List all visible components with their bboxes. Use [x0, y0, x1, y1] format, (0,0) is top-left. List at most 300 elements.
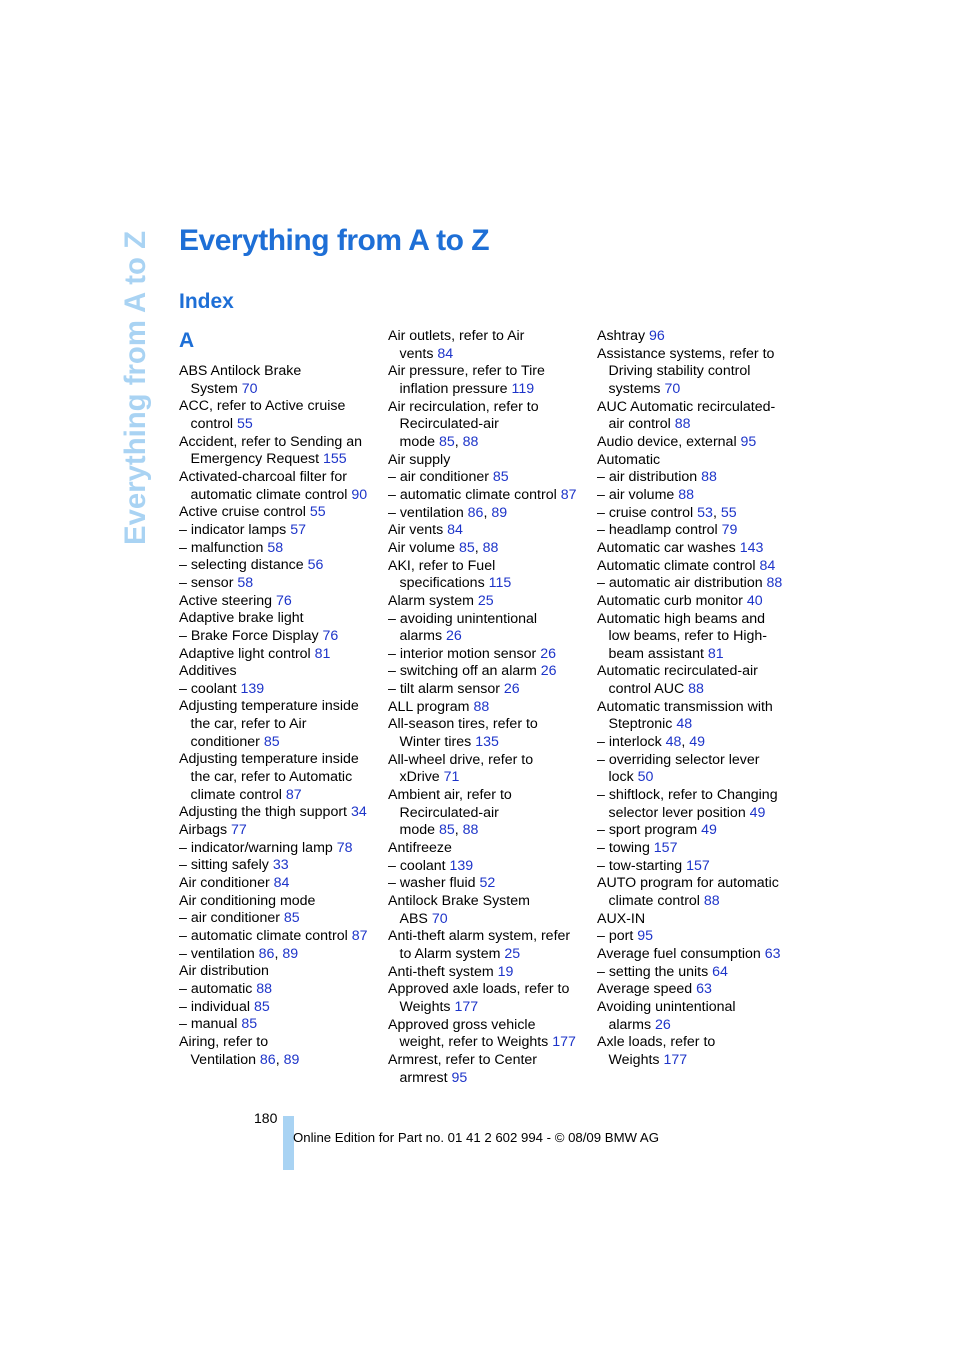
index-entry: [597, 999, 797, 1017]
page-reference-link[interactable]: 88: [256, 980, 273, 997]
index-entry: [179, 999, 379, 1017]
page-reference-link[interactable]: 95: [740, 433, 757, 450]
index-entry: [597, 946, 797, 964]
index-entry-text: climate control: [608, 893, 704, 909]
index-entry: [388, 611, 588, 629]
index-entry: [179, 398, 379, 416]
index-entry-text: – towing: [597, 840, 654, 857]
index-entry-text: Ashtray: [597, 328, 650, 344]
index-entry-text: – shiftlock, refer to Changing: [597, 787, 778, 804]
index-entry-text: – automatic climate control: [388, 486, 561, 503]
index-entry-text: AUX-IN: [597, 910, 646, 927]
index-entry-text: – sensor: [179, 574, 238, 591]
page-reference-link[interactable]: 55: [237, 415, 253, 432]
index-entry-text: systems: [608, 380, 665, 397]
index-entry: [597, 575, 797, 593]
index-entry-text: – cruise control: [597, 504, 698, 521]
index-entry: [388, 981, 588, 999]
index-entry: [179, 575, 379, 593]
index-entry-text: Recirculated-air: [399, 416, 499, 433]
index-entry-text: Automatic climate control: [597, 557, 760, 574]
page-reference-link[interactable]: 88: [688, 681, 704, 698]
page-reference-link[interactable]: 85: [492, 469, 509, 486]
index-entry-text: the car, refer to Automatic: [190, 769, 353, 786]
index-entry-continuation: [388, 805, 588, 823]
page-reference-link[interactable]: 33: [272, 857, 289, 874]
index-entry: [597, 981, 797, 999]
index-entry: [597, 611, 797, 629]
page-reference-link[interactable]: 76: [276, 592, 292, 609]
page-reference-link[interactable]: 95: [451, 1069, 468, 1086]
index-entry: [388, 716, 588, 734]
index-entry-continuation: [597, 381, 797, 399]
page-reference-link[interactable]: 49: [689, 734, 706, 751]
page-reference-link[interactable]: 96: [649, 328, 665, 344]
page-reference-link[interactable]: 139: [449, 857, 474, 874]
index-entry-text: – malfunction: [179, 539, 268, 556]
page-reference-link[interactable]: 87: [351, 928, 368, 944]
page-reference-link[interactable]: 139: [240, 680, 265, 697]
index-entry-continuation: [388, 734, 588, 752]
index-entry-text: Approved axle loads, refer to: [388, 981, 570, 998]
page-reference-link[interactable]: 63: [764, 945, 781, 962]
index-entry-continuation: [179, 381, 379, 399]
index-entry-text: – ventilation: [179, 945, 259, 962]
index-entry: [179, 681, 379, 699]
index-entry-continuation: [388, 575, 588, 593]
index-entry: [388, 522, 588, 540]
page-reference-link[interactable]: 34: [350, 804, 367, 821]
page-reference-link[interactable]: 85: [253, 998, 270, 1015]
index-entry-text: – air conditioner: [388, 469, 493, 486]
side-tab-text: Everything from A to Z: [119, 229, 152, 545]
index-entry-text: Active steering: [179, 592, 276, 609]
index-entry-text: – indicator/warning lamp: [179, 839, 337, 856]
index-entry-continuation: [388, 434, 588, 452]
index-entry: [388, 787, 588, 805]
index-entry-text: Average speed: [597, 981, 697, 998]
index-entry-text: Automatic car washes: [597, 539, 740, 556]
index-entry: [179, 663, 379, 681]
page-reference-link[interactable]: 64: [712, 963, 728, 980]
page-reference-link[interactable]: 85: [283, 910, 300, 927]
index-entry-text: selector lever position: [608, 804, 750, 821]
index-entry-continuation: [597, 628, 797, 646]
index-entry-text: Steptronic: [608, 716, 677, 733]
index-entry: [597, 911, 797, 929]
index-entry: [388, 1052, 588, 1070]
page-reference-link[interactable]: 55: [720, 504, 737, 521]
page-reference-link[interactable]: 57: [290, 521, 306, 538]
index-entry-text: – interior motion sensor: [388, 645, 541, 662]
index-entry: [179, 928, 379, 946]
page-title: Everything from A to Z: [179, 224, 490, 257]
page-reference-link[interactable]: 50: [637, 769, 654, 786]
index-entry: [597, 822, 797, 840]
page-reference-link[interactable]: 58: [237, 574, 254, 591]
index-entry-text: specifications: [399, 575, 489, 592]
index-entry: [388, 1017, 588, 1035]
index-entry: [597, 858, 797, 876]
page-ref-separator: ,: [454, 433, 463, 450]
index-entry-text: Airbags: [179, 822, 232, 839]
index-entry-text: – automatic: [179, 980, 257, 997]
page-reference-link[interactable]: 40: [746, 592, 763, 609]
index-entry-text: – manual: [179, 1016, 242, 1033]
index-entry: [179, 504, 379, 522]
page-ref-separator: ,: [483, 504, 492, 521]
index-entry-text: inflation pressure: [399, 380, 512, 397]
page-reference-link[interactable]: 177: [663, 1051, 688, 1068]
page-reference-link[interactable]: 119: [511, 380, 535, 397]
index-entry-text: Anti-theft system: [388, 963, 498, 980]
page-reference-link[interactable]: 89: [282, 945, 299, 962]
index-entry-continuation: [597, 893, 797, 911]
index-entry-text: Alarm system: [388, 592, 478, 609]
index-entry-continuation: [597, 805, 797, 823]
index-entry: [388, 681, 588, 699]
page-reference-link[interactable]: 86: [259, 1051, 276, 1068]
index-entry-text: Automatic transmission with: [597, 698, 773, 715]
page-reference-link[interactable]: 55: [309, 504, 326, 521]
index-entry-text: – washer fluid: [388, 875, 480, 892]
index-entry: [179, 1034, 379, 1052]
page-reference-link[interactable]: 88: [482, 539, 499, 556]
index-entry: [388, 540, 588, 558]
index-entry: [179, 804, 379, 822]
index-entry-continuation: [179, 787, 379, 805]
index-entry-text: beam assistant: [608, 645, 708, 662]
index-entry-text: alarms: [399, 628, 447, 645]
index-entry: [597, 928, 797, 946]
index-entry: [179, 1016, 379, 1034]
page-reference-link[interactable]: 86: [467, 504, 484, 521]
index-entry-text: – automatic climate control: [179, 928, 352, 944]
page-reference-link[interactable]: 70: [241, 380, 258, 397]
index-entry-text: vents: [399, 345, 438, 362]
page-reference-link[interactable]: 26: [503, 681, 520, 698]
index-entry-text: Air conditioner: [179, 875, 274, 892]
index-entry: [597, 346, 797, 364]
page-reference-link[interactable]: 88: [678, 486, 694, 503]
page-reference-link[interactable]: 81: [707, 645, 724, 662]
index-entry: [597, 875, 797, 893]
page-ref-separator: ,: [274, 945, 283, 962]
index-entry: [388, 752, 588, 770]
page-reference-link[interactable]: 95: [637, 928, 654, 945]
index-entry-text: Antilock Brake System: [388, 893, 530, 909]
index-entry-text: – sitting safely: [179, 857, 273, 874]
index-entry: [597, 1034, 797, 1052]
index-entry: [179, 946, 379, 964]
index-entry-text: Adjusting temperature inside: [179, 698, 359, 715]
index-entry-text: – ventilation: [388, 504, 468, 521]
page-reference-link[interactable]: 88: [766, 575, 783, 592]
index-entry-text: weight, refer to Weights: [399, 1034, 553, 1051]
page-reference-link[interactable]: 26: [540, 645, 556, 662]
page-reference-link[interactable]: 88: [462, 433, 479, 450]
index-entry: [597, 699, 797, 717]
index-entry-text: Anti-theft alarm system, refer: [388, 928, 571, 945]
index-entry-text: Air recirculation, refer to: [388, 398, 539, 415]
index-entry-continuation: [179, 451, 379, 469]
index-entry: [388, 646, 588, 664]
index-entry-text: Adaptive light control: [179, 645, 315, 662]
index-entry-text: – interlock: [597, 734, 666, 751]
page-reference-link[interactable]: 52: [479, 875, 496, 892]
index-entry-text: – port: [597, 928, 638, 945]
page-reference-link[interactable]: 53: [697, 504, 713, 521]
index-entry-text: Approved gross vehicle: [388, 1016, 536, 1033]
index-entry-text: air control: [608, 416, 675, 433]
footer-edition-text: Online Edition for Part no. 01 41 2 602 994 - © 08/09 BMW AG: [293, 1130, 659, 1145]
page-reference-link[interactable]: 84: [447, 522, 463, 539]
index-entry-text: Air supply: [388, 451, 451, 468]
page-reference-link[interactable]: 49: [701, 822, 717, 839]
index-column-2: [388, 328, 588, 1087]
index-entry-continuation: [388, 1034, 588, 1052]
page-reference-link[interactable]: 88: [473, 698, 490, 715]
index-entry-text: ABS: [399, 910, 432, 927]
page-reference-link[interactable]: 58: [267, 539, 284, 556]
index-entry: [597, 487, 797, 505]
index-entry: [388, 840, 588, 858]
index-entry-text: – air conditioner: [179, 910, 284, 927]
page-reference-link[interactable]: 85: [438, 822, 455, 839]
index-entry-text: Automatic curb monitor: [597, 592, 747, 609]
index-entry-continuation: [597, 363, 797, 381]
index-entry-continuation: [597, 416, 797, 434]
index-entry-text: Adjusting the thigh support: [179, 804, 351, 821]
page-reference-link[interactable]: 26: [540, 663, 557, 680]
page-reference-link[interactable]: 49: [749, 804, 766, 821]
index-entry: [597, 558, 797, 576]
index-entry-text: – Brake Force Display: [179, 627, 323, 644]
index-entry-text: ABS Antilock Brake: [179, 363, 302, 379]
index-entry: [388, 363, 588, 381]
index-entry: [388, 469, 588, 487]
index-entry: [597, 522, 797, 540]
page-reference-link[interactable]: 70: [664, 380, 681, 397]
index-entry-text: Air pressure, refer to Tire: [388, 363, 545, 380]
page-reference-link[interactable]: 84: [437, 345, 454, 362]
page-reference-link[interactable]: 25: [477, 592, 494, 609]
index-entry-text: automatic climate control: [190, 486, 352, 503]
page-reference-link[interactable]: 63: [696, 981, 712, 998]
index-entry-text: control: [190, 415, 238, 432]
index-entry: [179, 893, 379, 911]
index-entry-continuation: [388, 416, 588, 434]
index-entry-continuation: [388, 346, 588, 364]
page-reference-link[interactable]: 177: [454, 998, 479, 1015]
page-reference-link[interactable]: 157: [686, 857, 710, 874]
page-reference-link[interactable]: 89: [491, 504, 508, 521]
page-reference-link[interactable]: 87: [560, 486, 577, 503]
index-entry: [388, 893, 588, 911]
page-reference-link[interactable]: 26: [446, 628, 462, 645]
index-entry: [597, 452, 797, 470]
index-entry: [597, 328, 797, 346]
side-tab-svg: [114, 228, 154, 548]
index-entry-continuation: [179, 487, 379, 505]
page-reference-link[interactable]: 88: [462, 822, 479, 839]
index-entry: [597, 399, 797, 417]
page-reference-link[interactable]: 84: [273, 875, 290, 892]
index-entry: [597, 434, 797, 452]
page-reference-link[interactable]: 87: [285, 786, 302, 803]
index-column-3: [597, 328, 797, 1070]
page-reference-link[interactable]: 76: [322, 627, 339, 644]
page-reference-link[interactable]: 79: [721, 522, 738, 539]
index-entry-text: Audio device, external: [597, 433, 741, 450]
index-entry: [597, 593, 797, 611]
page-reference-link[interactable]: 88: [703, 893, 720, 909]
page-reference-link[interactable]: 78: [336, 839, 353, 856]
index-entry-text: Avoiding unintentional: [597, 998, 736, 1015]
section-subtitle: Index: [179, 290, 234, 313]
index-entry-continuation: [597, 1052, 797, 1070]
index-entry-continuation: [179, 734, 379, 752]
page-reference-link[interactable]: 19: [497, 963, 514, 980]
index-entry: [179, 540, 379, 558]
index-entry: [388, 399, 588, 417]
page-reference-link[interactable]: 88: [701, 469, 717, 486]
page-reference-link[interactable]: 26: [655, 1016, 671, 1033]
page-reference-link[interactable]: 89: [283, 1051, 300, 1068]
page-ref-separator: ,: [275, 1051, 284, 1068]
index-entry-text: AUC Automatic recirculated-: [597, 398, 776, 415]
index-entry-text: – sport program: [597, 822, 702, 839]
index-entry: [179, 822, 379, 840]
page-reference-link[interactable]: 157: [653, 840, 678, 857]
index-entry-continuation: [388, 769, 588, 787]
index-entry-text: Active cruise control: [179, 504, 310, 521]
page-ref-separator: ,: [712, 504, 721, 521]
index-entry-text: – air distribution: [597, 469, 702, 486]
index-entry-text: Air volume: [388, 539, 459, 556]
index-entry-text: Automatic recirculated-air: [597, 663, 758, 680]
index-entry: [179, 875, 379, 893]
index-entry: [179, 698, 379, 716]
page-reference-link[interactable]: 56: [307, 557, 324, 574]
index-entry-text: – setting the units: [597, 963, 713, 980]
index-entry-continuation: [388, 381, 588, 399]
index-entry: [179, 628, 379, 646]
page-reference-link[interactable]: 81: [314, 645, 331, 662]
page-reference-link[interactable]: 86: [258, 945, 275, 962]
index-entry: [179, 522, 379, 540]
index-entry-text: All-wheel drive, refer to: [388, 751, 534, 768]
index-entry: [179, 857, 379, 875]
index-entry: [179, 751, 379, 769]
index-entry: [597, 505, 797, 523]
index-entry-continuation: [388, 946, 588, 964]
index-entry-continuation: [179, 716, 379, 734]
side-tab-title: [114, 228, 154, 548]
index-entry-text: Airing, refer to: [179, 1033, 269, 1050]
index-entry: [388, 328, 588, 346]
page-reference-link[interactable]: 84: [759, 557, 776, 574]
index-entry-text: Additives: [179, 663, 237, 680]
page-ref-separator: ,: [681, 734, 690, 751]
page-reference-link[interactable]: 48: [665, 734, 682, 751]
index-entry-text: Weights: [399, 998, 455, 1015]
index-entry-continuation: [388, 628, 588, 646]
page-reference-link[interactable]: 90: [351, 486, 368, 503]
index-entry: [388, 699, 588, 717]
index-entry-continuation: [388, 911, 588, 929]
page-reference-link[interactable]: 25: [504, 945, 521, 962]
index-entry-text: Average fuel consumption: [597, 945, 765, 962]
page-reference-link[interactable]: 77: [231, 822, 247, 839]
index-entry: [388, 928, 588, 946]
index-entry-text: Assistance systems, refer to: [597, 345, 775, 362]
index-entry-continuation: [388, 822, 588, 840]
index-entry: [388, 505, 588, 523]
index-entry-text: Automatic: [597, 451, 661, 468]
page-reference-link[interactable]: 88: [674, 416, 691, 433]
index-entry-text: ACC, refer to Active cruise: [179, 398, 346, 415]
index-entry: [179, 910, 379, 928]
page-reference-link[interactable]: 71: [443, 769, 460, 786]
index-entry-text: xDrive: [399, 769, 444, 786]
index-entry: [179, 963, 379, 981]
index-entry-text: Ambient air, refer to: [388, 787, 512, 804]
page-reference-link[interactable]: 143: [739, 539, 764, 556]
index-entry-text: All-season tires, refer to: [388, 716, 538, 733]
index-entry: [597, 964, 797, 982]
index-entry-text: control AUC: [608, 681, 689, 698]
index-entry-text: Adaptive brake light: [179, 610, 304, 627]
page-reference-link[interactable]: 85: [458, 539, 475, 556]
index-entry: [388, 875, 588, 893]
page-reference-link[interactable]: 135: [475, 734, 499, 751]
index-entry-text: Axle loads, refer to: [597, 1034, 716, 1051]
index-entry: [388, 558, 588, 576]
index-entry: [388, 964, 588, 982]
page-reference-link[interactable]: 85: [241, 1016, 258, 1033]
index-entry-text: AKI, refer to Fuel: [388, 557, 496, 574]
page-reference-link[interactable]: 85: [263, 733, 280, 750]
index-entry-text: Recirculated-air: [399, 804, 499, 821]
index-entry-text: Driving stability control: [608, 363, 751, 380]
index-entry-text: Ventilation: [190, 1051, 260, 1068]
index-entry-text: – coolant: [388, 857, 450, 874]
page-reference-link[interactable]: 155: [322, 451, 347, 468]
index-entry-text: mode: [399, 433, 439, 450]
index-entry-text: mode: [399, 822, 439, 839]
page-reference-link[interactable]: 70: [431, 910, 448, 927]
index-entry-text: armrest: [399, 1069, 452, 1086]
page-reference-link[interactable]: 85: [438, 433, 455, 450]
index-entry-text: low beams, refer to High-: [608, 628, 767, 645]
index-entry-text: – tow-starting: [597, 857, 687, 874]
index-entry-continuation: [179, 1052, 379, 1070]
index-entry-continuation: [388, 1070, 588, 1088]
index-entry-text: climate control: [190, 786, 286, 803]
index-entry-text: AUTO program for automatic: [597, 875, 779, 892]
page-reference-link[interactable]: 177: [552, 1034, 576, 1051]
index-entry: [179, 434, 379, 452]
page-reference-link[interactable]: 48: [676, 716, 693, 733]
index-entry: [179, 610, 379, 628]
index-entry-continuation: [388, 999, 588, 1017]
page-reference-link[interactable]: 115: [488, 575, 512, 592]
index-entry-text: Weights: [608, 1051, 664, 1068]
index-entry-text: Emergency Request: [190, 451, 323, 468]
index-entry-text: the car, refer to Air: [190, 716, 307, 733]
index-entry: [388, 452, 588, 470]
